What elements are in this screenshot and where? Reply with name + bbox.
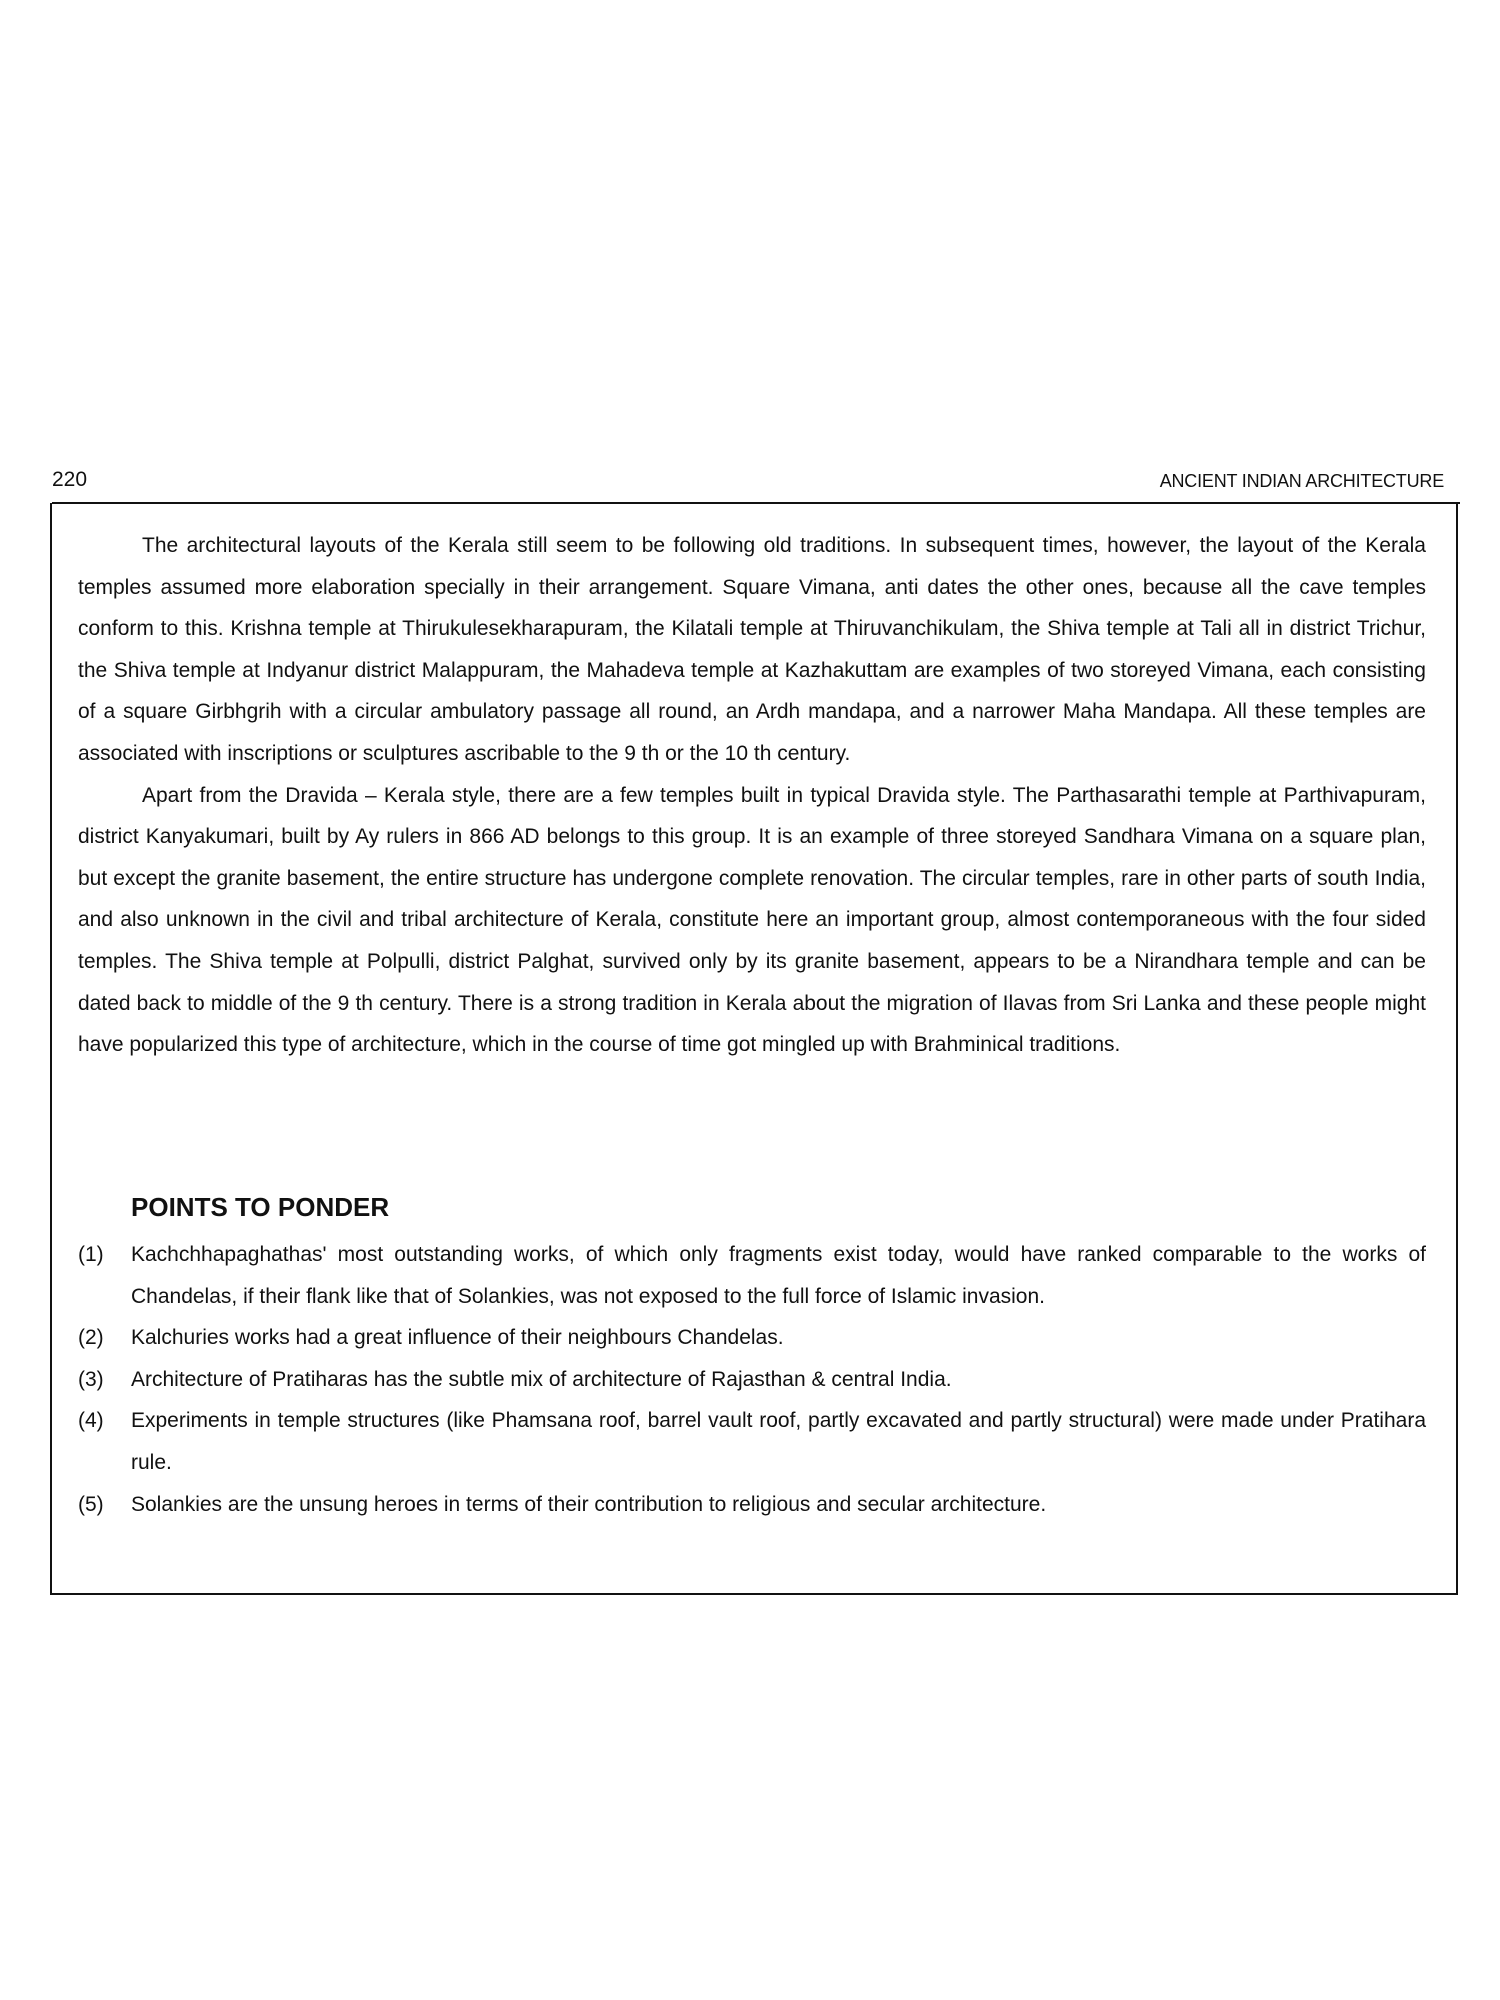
list-item-text: Kalchuries works had a great influence of their neighbours Chandelas. bbox=[131, 1326, 784, 1350]
list-item-text: Kachchhapaghathas' most outstanding works, of which only fragments exist today, would have ranked comparable to the works of Chandelas, if their flank like that of Solankies, was not exposed to the full force of Islamic invasion. bbox=[131, 1243, 1426, 1308]
list-item-text: Solankies are the unsung heroes in terms of their contribution to religious and secular architecture. bbox=[131, 1492, 1047, 1516]
body-paragraph-2: Apart from the Dravida – Kerala style, there are a few temples built in typical Dravida style. The Parthasarathi temple at Parthivapuram, district Kanyakumari, built by Ay rulers in 866 AD belongs to this group. It is an example of three storeyed Sandhara Vimana on a square plan, but except the granite basement, the entire structure has undergone complete renovation. The circular temples, rare in other parts of south India, and also unknown in the civil and tribal architecture of Kerala, constitute here an important group, almost contemporaneous with the four sided temples. The Shiva temple at Polpulli, district Palghat, survived only by its granite basement, appears to be a Nirandhara temple and can be dated back to middle of the 9 th century. There is a strong tradition in Kerala about the migration of Ilavas from Sri Lanka and these people might have popularized this type of architecture, which in the course of time got mingled up with Brahminical traditions. bbox=[78, 783, 1426, 1057]
list-item-number: (4) bbox=[78, 1409, 104, 1433]
list-item-text: Architecture of Pratiharas has the subtle mix of architecture of Rajasthan & central India. bbox=[131, 1367, 952, 1391]
body-paragraph-1: The architectural layouts of the Kerala still seem to be following old traditions. In subsequent times, however, the layout of the Kerala temples assumed more elaboration specially in their arrangement. Square Vimana, anti dates the other ones, because all the cave temples conform to this. Krishna temple at Thirukulesekharapuram, the Kilatali temple at Thiruvanchikulam, the Shiva temple at Tali all in district Trichur, the Shiva temple at Indyanur district Malappuram, the Mahadeva temple at Kazhakuttam are examples of two storeyed Vimana, each consisting of a square Girbhgrih with a circular ambulatory passage all round, an Ardh mandapa, and a narrower Maha Mandapa. All these temples are associated with inscriptions or sculptures ascribable to the 9 th or the 10 th century. bbox=[78, 534, 1426, 765]
list-item bbox=[78, 1400, 1426, 1483]
points-to-ponder-list bbox=[78, 1234, 1426, 1525]
list-item-number: (3) bbox=[78, 1367, 104, 1391]
list-item-number: (2) bbox=[78, 1326, 104, 1350]
list-item-number: (5) bbox=[78, 1492, 104, 1516]
points-to-ponder-heading: POINTS TO PONDER bbox=[131, 1192, 390, 1222]
running-title: ANCIENT INDIAN ARCHITECTURE bbox=[1159, 471, 1444, 491]
page-number: 220 bbox=[52, 468, 88, 491]
list-item bbox=[78, 1484, 1426, 1526]
list-item bbox=[78, 1317, 1426, 1359]
list-item bbox=[78, 1234, 1426, 1317]
list-item bbox=[78, 1359, 1426, 1401]
list-item-number: (1) bbox=[78, 1243, 104, 1266]
page-header bbox=[52, 466, 1444, 498]
list-item-text: Experiments in temple structures (like Phamsana roof, barrel vault roof, partly excavated and partly structural) were made under Pratihara rule. bbox=[131, 1409, 1426, 1474]
body-text bbox=[78, 525, 1426, 1066]
